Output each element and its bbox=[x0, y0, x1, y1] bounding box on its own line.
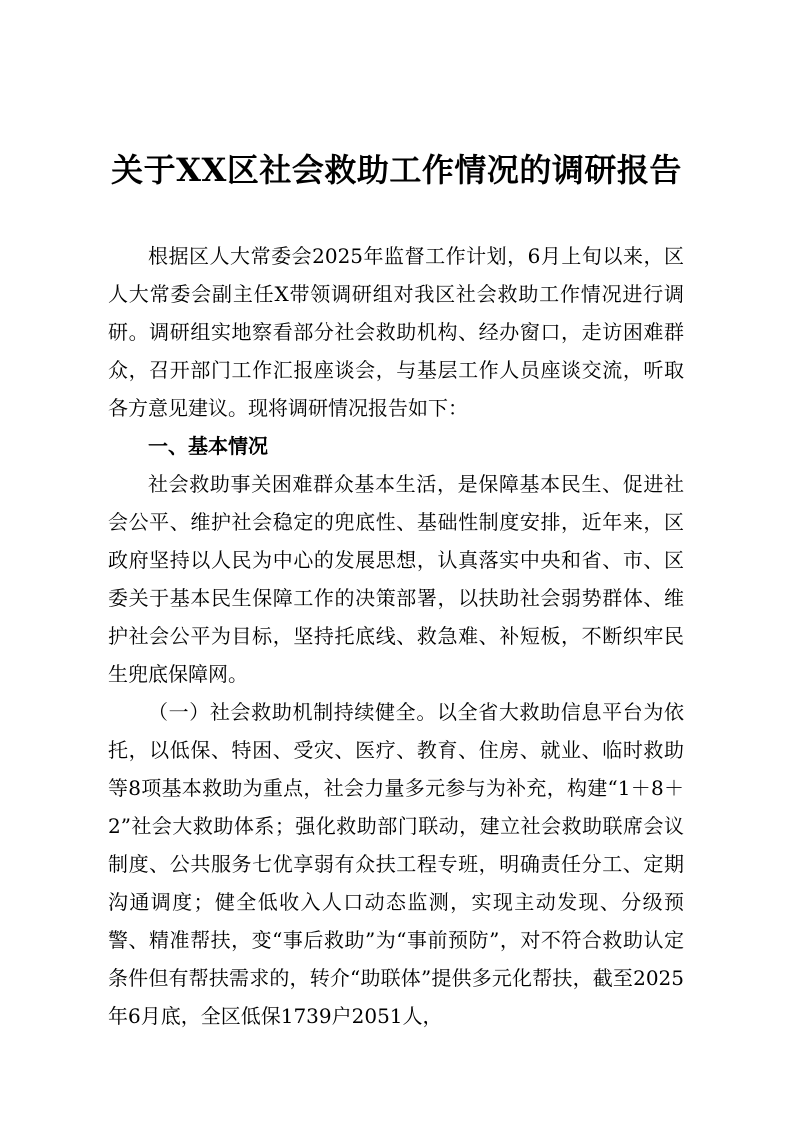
section-heading-basic-situation: 一、基本情况 bbox=[148, 434, 268, 458]
document-title: 关于XX区社会救助工作情况的调研报告 bbox=[111, 151, 682, 189]
mechanism-paragraph: （一）社会救助机制持续健全。以全省大救助信息平台为依托，以低保、特困、受灾、医疗、教育、住房、就业、临时救助等8项基本救助为重点，社会力量多元参与为补充，构建“1＋8＋2”社会大救助体系；强化救助部门联动，建立社会救助联席会议制度、公共服务七优享弱有众扶工程专班，明确责任分工、定期沟通调度；健全低收入人口动态监测，实现主动发现、分级预警、精准帮扶，变“事后救助”为“事前预防”，对不符合救助认定条件但有帮扶需求的，转介“助联体”提供多元化帮扶，截至2025年6月底，全区低保1739户2051人， bbox=[108, 700, 684, 1028]
document-body bbox=[108, 237, 684, 1035]
basic-situation-paragraph: 社会救助事关困难群众基本生活，是保障基本民生、促进社会公平、维护社会稳定的兜底性、基础性制度安排，近年来，区政府坚持以人民为中心的发展思想，认真落实中央和省、市、区委关于基本民生保障工作的决策部署，以扶助社会弱势群体、维护社会公平为目标，坚持托底线、救急难、补短板，不断织牢民生兜底保障网。 bbox=[108, 472, 684, 686]
intro-paragraph: 根据区人大常委会2025年监督工作计划，6月上旬以来，区人大常委会副主任X带领调研组对我区社会救助工作情况进行调研。调研组实地察看部分社会救助机构、经办窗口，走访困难群众，召开部门工作汇报座谈会，与基层工作人员座谈交流，听取各方意见建议。现将调研情况报告如下： bbox=[108, 244, 684, 420]
